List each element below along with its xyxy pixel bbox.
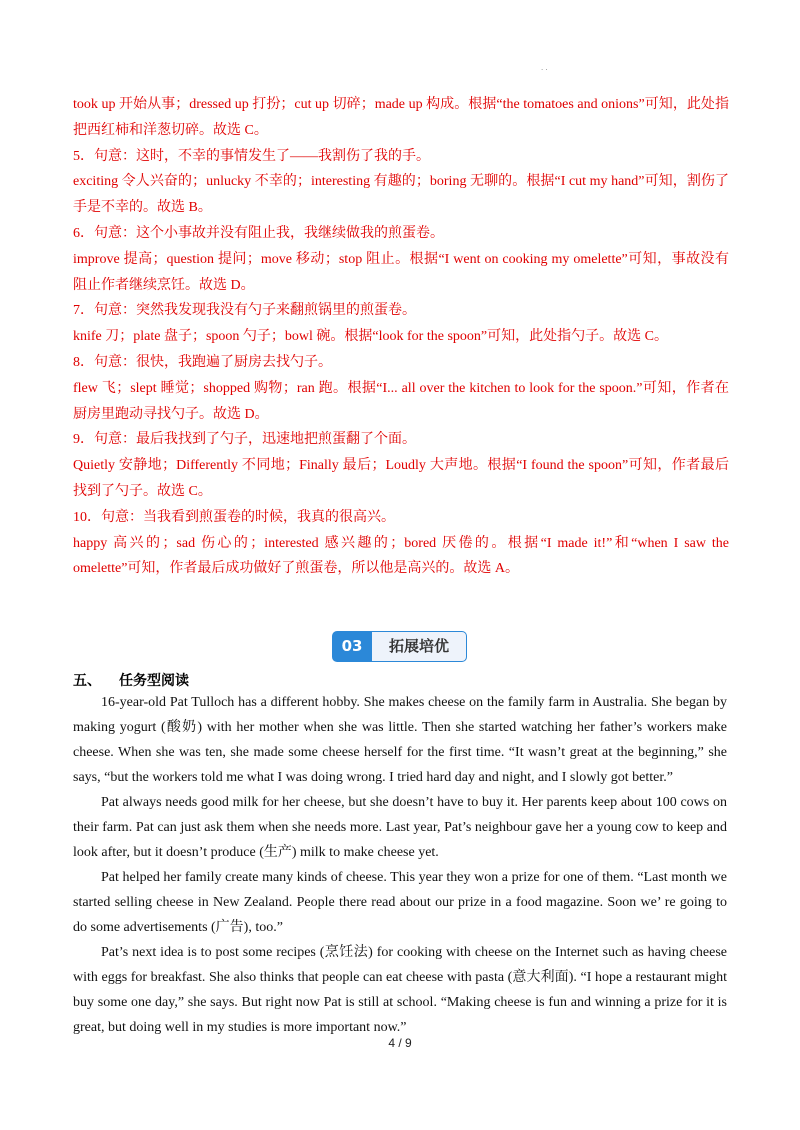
answer-explanations bbox=[73, 92, 729, 582]
passage-paragraph: Pat’s next idea is to post some recipes (烹饪法) for cooking with cheese on the Internet such as having cheese with eggs for breakfast. She also thinks that people can eat cheese with pasta (意大利面). “I hope a restaurant might buy some one day,” she says. But right now Pat is still at school. “Making cheese is fun and winning a prize for it is great, but doing well in my studies is more important now.” bbox=[73, 945, 727, 1035]
banner-title: 拓展培优 bbox=[372, 631, 467, 662]
section-heading bbox=[73, 671, 189, 691]
answer-line: Quietly 安静地；Differently 不同地；Finally 最后；Loudly 大声地。根据“I found the spoon”可知，作者最后找到了勺子。故选 C。 bbox=[73, 458, 729, 499]
answer-line: knife 刀；plate 盘子；spoon 勺子；bowl 碗。根据“look for the spoon”可知，此处指勺子。故选 C。 bbox=[73, 329, 668, 345]
answer-line: 9．句意：最后我找到了勺子，迅速地把煎蛋翻了个面。 bbox=[73, 432, 416, 448]
decorative-dots: · · bbox=[541, 66, 548, 74]
banner-number: 03 bbox=[332, 631, 372, 662]
answer-line: flew 飞；slept 睡觉；shopped 购物；ran 跑。根据“I... all over the kitchen to look for the spoon.”可知，作者在厨房里跑动寻找勺子。故选 D。 bbox=[73, 380, 729, 422]
section-title: 任务型阅读 bbox=[119, 673, 189, 689]
section-index: 五、 bbox=[73, 673, 101, 689]
answer-line: 8．句意：很快，我跑遍了厨房去找勺子。 bbox=[73, 354, 332, 370]
reading-passage bbox=[73, 690, 727, 1040]
answer-line: improve 提高；question 提问；move 移动；stop 阻止。根据“I went on cooking my omelette”可知，事故没有阻止作者继续烹饪。故选 D。 bbox=[73, 251, 729, 293]
passage-paragraph: Pat always needs good milk for her cheese, but she doesn’t have to buy it. Her parents keep about 100 cows on their farm. Pat can just ask them when she needs more. Last year, Pat’s neighbour gave her a young cow to keep and look after, but it doesn’t produce (生产) milk to make cheese yet. bbox=[73, 795, 727, 860]
answer-line: happy 高兴的；sad 伤心的；interested 感兴趣的；bored 厌倦的。根据“I made it!”和“when I saw the omelette”可知，作者最后成功做好了煎蛋卷，所以他是高兴的。故选 A。 bbox=[73, 535, 729, 577]
page-number: 4 / 9 bbox=[388, 1036, 412, 1050]
passage-paragraph: Pat helped her family create many kinds of cheese. This year they won a prize for one of them. “Last month we started selling cheese in New Zealand. People there read about our prize in a food magazine. Soon we’ re going to do some advertisements (广告), too.” bbox=[73, 870, 727, 935]
answer-line: 5．句意：这时，不幸的事情发生了——我割伤了我的手。 bbox=[73, 148, 430, 164]
passage-paragraph: 16-year-old Pat Tulloch has a different hobby. She makes cheese on the family farm in Australia. She began by making yogurt (酸奶) with her mother when she was little. Then she started watching her father’s workers make cheese. When she was ten, she made some cheese herself for the first time. “It wasn’t great at the beginning,” she says, “but the workers told me what I was doing wrong. I tried hard day and night, and I slowly got better.” bbox=[73, 695, 727, 785]
answer-line: 6．句意：这个小事故并没有阻止我，我继续做我的煎蛋卷。 bbox=[73, 225, 444, 241]
answer-line: 10．句意：当我看到煎蛋卷的时候，我真的很高兴。 bbox=[73, 509, 395, 525]
answer-line: 7．句意：突然我发现我没有勺子来翻煎锅里的煎蛋卷。 bbox=[73, 303, 416, 319]
answer-line: exciting 令人兴奋的；unlucky 不幸的；interesting 有趣的；boring 无聊的。根据“I cut my hand”可知，割伤了手是不幸的。故选 B。 bbox=[73, 174, 729, 216]
section-banner bbox=[332, 631, 468, 662]
answer-line: took up 开始从事；dressed up 打扮；cut up 切碎；made up 构成。根据“the tomatoes and onions”可知，此处指把西红柿和洋葱切碎。故选 C。 bbox=[73, 97, 729, 138]
